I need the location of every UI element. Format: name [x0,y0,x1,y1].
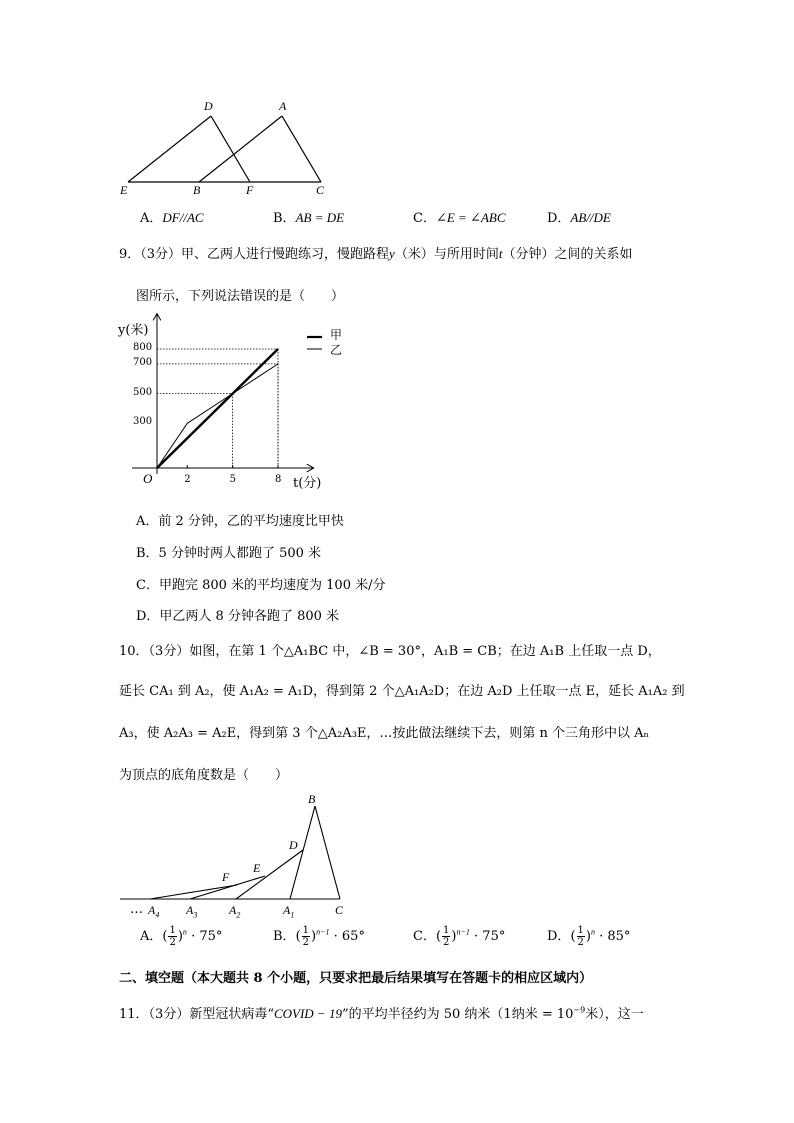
label-f: F [246,183,254,197]
q11-line1: 11．（3分）新型冠状病毒“COVID − 19”的平均半径约为 50 纳米（1纳米 = $10^{-9}$米），这一 [119,1005,644,1022]
label-a4: $A_4$ [148,903,160,920]
label-e: E [120,183,128,197]
segment-a4-f [150,885,237,899]
q10-option-b[interactable]: B．( $\frac{1}{2}$ )$^{n-1}$ · 65° [273,925,365,948]
q10-option-d[interactable]: D．( $\frac{1}{2}$ )$^n$ · 85° [547,925,631,948]
label-a2: $A_2$ [229,903,241,920]
y-tick-label: 800 [133,342,153,353]
q10-option-a[interactable]: A．( $\frac{1}{2}$ )$^n$ · 75° [140,925,223,948]
q8-option-b[interactable]: B．AB = DE [273,210,345,226]
label-d: D [204,99,213,113]
q9-stem-line1: 9．（3分）甲、乙两人进行慢跑练习，慢跑路程y（米）与所用时间t（分钟）之间的关系如 [119,246,633,262]
chart-origin: O [143,471,153,486]
q9-option-b[interactable]: B．5 分钟时两人都跑了 500 米 [136,546,322,561]
q8-option-d[interactable]: D．AB//DE [547,210,611,226]
label-f2: F [222,870,230,884]
segment-b-c [315,806,340,899]
y-tick-label: 300 [133,416,153,428]
label-e2: E [253,861,261,875]
section2-title: 二、填空题（本大题共 8 个小题，只要求把最后结果填写在答题卡的相应区域内） [119,971,593,986]
label-d2: D [289,838,298,852]
label-c: C [316,183,325,197]
x-tick-label: 5 [229,474,236,485]
x-tick-label: 8 [275,474,282,485]
q10-line4: 为顶点的底角度数是（ ） [119,768,289,783]
legend-label-yi: 乙 [330,343,343,357]
q9-stem-line2: 图所示，下列说法错误的是（ ） [136,289,345,304]
y-tick-label: 700 [133,356,153,368]
segment-a2-d [236,850,303,899]
q8-option-a[interactable]: A．DF//AC [140,210,204,226]
q10-option-c[interactable]: C．( $\frac{1}{2}$ )$^{n-1}$ · 75° [413,925,506,948]
chart-xlabel: t(分) [293,476,322,491]
label-a3: $A_3$ [186,903,198,920]
q9-option-d[interactable]: D．甲乙两人 8 分钟各跑了 800 米 [136,609,340,624]
q10-line3: A₃，使 A₂A₃ = A₂E，得到第 3 个△A₂A₃E，…按此做法继续下去，则第 n 个三角形中以 Aₙ [119,726,650,741]
q9-option-a[interactable]: A．前 2 分钟，乙的平均速度比甲快 [136,514,344,529]
q10-line2: 延长 CA₁ 到 A₂，使 A₁A₂ = A₁D，得到第 2 个△A₁A₂D；在边 A₂D 上任取一点 E，延长 A₁A₂ 到 [119,684,685,699]
q8-option-c[interactable]: C．∠E = ∠ABC [413,210,506,226]
q10-line1: 10．（3分）如图，在第 1 个△A₁BC 中，∠B = 30°，A₁B = CB；在边 A₁B 上任取一点 D， [119,644,661,659]
label-a1: $A_1$ [283,903,295,920]
label-b2: B [308,792,316,806]
legend-label-jia: 甲 [330,328,343,342]
label-c2: C [335,903,344,917]
x-tick-label: 2 [184,474,191,485]
label-a: A [279,99,287,113]
label-dots: … [130,902,143,917]
q9-option-c[interactable]: C．甲跑完 800 米的平均速度为 100 米/分 [136,578,386,593]
label-b: B [193,183,201,197]
y-tick-label: 500 [133,386,153,398]
chart-ylabel: y(米) [118,323,149,338]
